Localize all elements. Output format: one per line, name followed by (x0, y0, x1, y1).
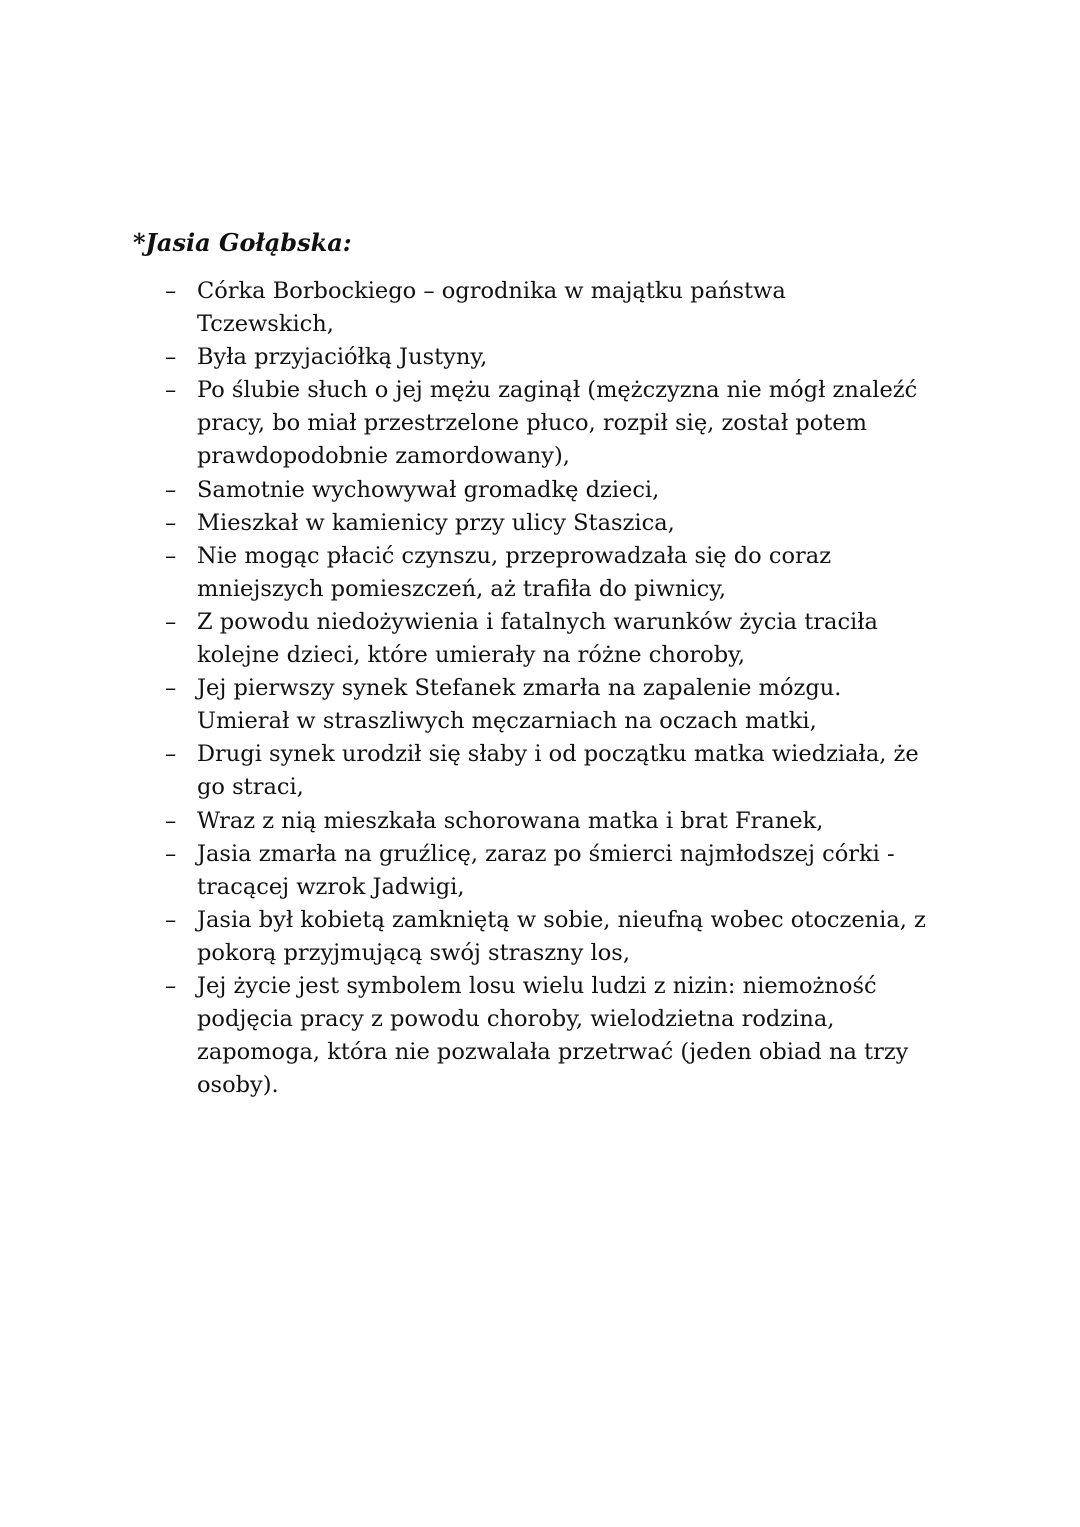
list-item (160, 474, 960, 507)
list-item-line: pracy, bo miał przestrzelone płuco, rozpił się, został potem (197, 410, 867, 437)
list-item-line: go straci, (197, 774, 304, 801)
list-item (160, 507, 960, 540)
list-item-line: – Jej życie jest symbolem losu wielu ludzi z nizin: niemożność (197, 972, 877, 999)
list-item-line: prawdopodobnie zamordowany), (197, 443, 570, 470)
list-item-line: – Po ślubie słuch o jej mężu zaginął (mężczyzna nie mógł znaleźć (197, 377, 918, 404)
list-item-line: – Nie mogąc płacić czynszu, przeprowadzała się do coraz (197, 542, 832, 569)
list-item (160, 904, 960, 970)
section-heading: *Jasia Gołąbska: (133, 228, 352, 257)
list-item-line: – Wraz z nią mieszkała schorowana matka i brat Franek, (197, 807, 824, 834)
list-item (160, 540, 960, 606)
list-item-line: – Córka Borbockiego – ogrodnika w majątku państwa (197, 278, 786, 304)
list-item (160, 805, 960, 838)
list-item-line: Umierał w straszliwych męczarniach na oczach matki, (197, 708, 817, 735)
list-item-line: zapomoga, która nie pozwalała przetrwać (jeden obiad na trzy (197, 1039, 909, 1066)
list-item (160, 275, 960, 341)
list-item (160, 738, 960, 804)
list-item-line: – Z powodu niedożywienia i fatalnych warunków życia traciła (197, 608, 878, 635)
list-item (160, 606, 960, 672)
list-item-line: osoby). (197, 1072, 279, 1099)
list-item-line: – Była przyjaciółką Justyny, (197, 344, 488, 371)
list-item (160, 341, 960, 374)
list-item-line: mniejszych pomieszczeń, aż trafiła do piwnicy, (197, 575, 727, 602)
list-item-line: – Jasia zmarła na gruźlicę, zaraz po śmierci najmłodszej córki - (197, 840, 895, 867)
list-item (160, 970, 960, 1102)
list-item-line: tracącej wzrok Jadwigi, (197, 873, 465, 900)
list-item-line: – Samotnie wychowywał gromadkę dzieci, (197, 476, 660, 503)
list-item-line: kolejne dzieci, które umierały na różne choroby, (197, 642, 745, 669)
bullet-list (160, 275, 960, 1102)
list-item-line: pokorą przyjmującą swój straszny los, (197, 939, 630, 966)
list-item-line: – Jasia był kobietą zamkniętą w sobie, nieufną wobec otoczenia, z (197, 906, 926, 933)
list-item-line: – Drugi synek urodził się słaby i od początku matka wiedziała, że (197, 741, 919, 768)
list-item (160, 838, 960, 904)
list-item-line: podjęcia pracy z powodu choroby, wielodzietna rodzina, (197, 1006, 835, 1033)
list-item-line: – Jej pierwszy synek Stefanek zmarła na zapalenie mózgu. (197, 675, 842, 702)
list-item (160, 672, 960, 738)
list-item-line: Tczewskich, (197, 311, 334, 338)
list-item (160, 374, 960, 473)
list-item-line: – Mieszkał w kamienicy przy ulicy Staszica, (197, 509, 675, 536)
